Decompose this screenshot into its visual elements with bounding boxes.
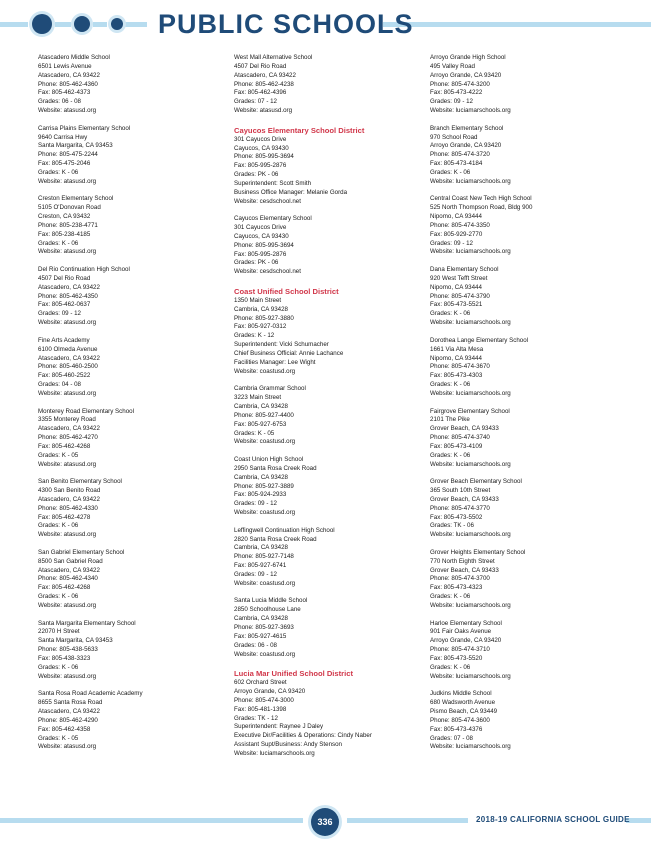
listing-detail: Grades: PK - 06	[234, 171, 279, 179]
listing-detail: 2820 Santa Rosa Creek Road	[234, 535, 317, 543]
listing-detail: Pismo Beach, CA 93449	[430, 708, 498, 716]
listing-detail: Website: coastusd.org	[234, 438, 296, 446]
listing-name: Del Rio Continuation High School	[38, 266, 130, 274]
listing-detail: Grades: K - 06	[38, 663, 79, 671]
school-listing	[430, 690, 620, 752]
listing-detail: Arroyo Grande, CA 93420	[430, 637, 502, 645]
listing-detail: Website: atasusd.org	[38, 107, 97, 115]
listing-detail: Fax: 805-462-4396	[234, 89, 287, 97]
listing-name: Arroyo Grande High School	[430, 54, 506, 61]
listing-detail: Phone: 805-474-3600	[430, 716, 490, 724]
school-listing	[430, 408, 620, 470]
listing-detail: Website: luciamarschools.org	[234, 749, 315, 757]
listing-detail: Grover Beach, CA 93433	[430, 566, 499, 574]
school-listing	[38, 620, 228, 682]
listing-detail: Fax: 805-473-4376	[430, 725, 483, 733]
listing-detail: Phone: 805-238-4771	[38, 221, 98, 229]
footer-rule-right	[347, 818, 468, 823]
listing-detail: Fax: 805-929-2770	[430, 230, 483, 238]
listing-detail: Phone: 805-927-3889	[234, 482, 294, 490]
listing-name: Dorothea Lange Elementary School	[430, 336, 529, 344]
listing-detail: Phone: 805-474-3740	[430, 434, 490, 442]
listing-name: Santa Rosa Road Academic Academy	[38, 690, 143, 698]
listing-name: Cayucos Elementary School	[234, 215, 312, 223]
school-listing	[234, 385, 424, 447]
listing-detail: Cambria, CA 93428	[234, 305, 288, 313]
listing-detail: 2101 The Pike	[430, 416, 470, 424]
school-listing	[234, 297, 424, 377]
listing-detail: 2950 Santa Rosa Creek Road	[234, 464, 317, 472]
listing-detail: Atascadero, CA 93422	[38, 283, 100, 291]
listing-detail: 8655 Santa Rosa Road	[38, 699, 103, 707]
listing-name: Atascadero Middle School	[38, 54, 110, 61]
listing-detail: Nipomo, CA 93444	[430, 354, 482, 362]
listing-detail: Website: atasusd.org	[38, 389, 97, 397]
listing-detail: Business Office Manager: Melanie Gorda	[234, 188, 348, 196]
listing-name: Santa Lucia Middle School	[234, 597, 308, 605]
listing-detail: Fax: 805-473-4184	[430, 160, 483, 168]
district-heading: Coast Unified School District	[234, 286, 339, 296]
listing-detail: Phone: 805-462-4238	[234, 80, 294, 88]
listing-detail: Cambria, CA 93428	[234, 403, 288, 411]
school-listing	[38, 337, 228, 399]
school-listing	[234, 679, 424, 759]
listing-detail: Grades: K - 05	[38, 451, 79, 459]
listing-detail: Website: luciamarschools.org	[430, 672, 511, 680]
listing-detail: Phone: 805-474-3350	[430, 221, 490, 229]
listing-detail: Website: luciamarschools.org	[430, 601, 511, 609]
listing-detail: Website: atasusd.org	[38, 248, 97, 256]
listing-detail: Chief Business Official: Annie Lachance	[234, 350, 344, 358]
page-title: PUBLIC SCHOOLS	[158, 9, 414, 39]
listing-detail: Grades: 09 - 12	[234, 500, 277, 508]
school-listing	[430, 195, 620, 257]
listing-detail: Grades: K - 06	[38, 239, 79, 247]
school-listing	[234, 136, 424, 207]
header-rule-mid	[55, 22, 71, 27]
school-listing	[430, 620, 620, 682]
listing-detail: Atascadero, CA 93422	[38, 495, 100, 503]
school-listing	[430, 54, 620, 116]
listing-name: Fine Arts Academy	[38, 336, 90, 344]
listing-detail: Website: atasusd.org	[38, 177, 97, 185]
listing-name: Coast Union High School	[234, 456, 304, 464]
listing-detail: Grades: TK - 12	[234, 714, 278, 722]
school-listing	[430, 266, 620, 328]
school-listing	[38, 549, 228, 611]
listing-detail: Cayucos, CA 93430	[234, 144, 289, 152]
listing-detail: Atascadero, CA 93422	[38, 71, 100, 79]
listing-detail: Grades: 09 - 12	[38, 310, 81, 318]
school-listing	[38, 478, 228, 540]
listing-detail: Fax: 805-462-4268	[38, 584, 91, 592]
listing-detail: Phone: 805-474-3000	[234, 696, 294, 704]
listing-detail: Arroyo Grande, CA 93420	[430, 71, 502, 79]
listing-detail: Atascadero, CA 93422	[38, 708, 100, 716]
listing-name: San Gabriel Elementary School	[38, 548, 125, 556]
listing-name: Carrisa Plains Elementary School	[38, 124, 131, 132]
page-number: 336	[311, 808, 339, 836]
page-footer	[0, 805, 651, 835]
listing-detail: Fax: 805-238-4185	[38, 230, 91, 238]
listing-detail: Website: atasusd.org	[38, 460, 97, 468]
listing-detail: Fax: 805-473-4222	[430, 89, 483, 97]
listing-detail: Phone: 805-474-3700	[430, 575, 490, 583]
listing-detail: Grades: TK - 06	[430, 522, 474, 530]
listing-detail: Phone: 805-474-3200	[430, 80, 490, 88]
listing-detail: Phone: 805-438-5633	[38, 646, 98, 654]
listing-name: Creston Elementary School	[38, 195, 114, 203]
listing-detail: Superintendent: Vicki Schumacher	[234, 341, 329, 349]
school-listing	[234, 456, 424, 518]
listing-detail: Grades: K - 06	[430, 451, 471, 459]
listing-detail: Website: coastusd.org	[234, 650, 296, 658]
listing-detail: Superintendent: Raynee J Daley	[234, 723, 324, 731]
listing-detail: Grades: K - 06	[430, 168, 471, 176]
listing-detail: Fax: 805-462-0637	[38, 301, 91, 309]
listing-detail: Phone: 805-475-2244	[38, 151, 98, 159]
listing-detail: Fax: 805-927-4615	[234, 632, 287, 640]
listing-detail: Grades: K - 06	[430, 593, 471, 601]
listing-detail: 920 West Tefft Street	[430, 274, 488, 282]
listing-name: San Benito Elementary School	[38, 478, 122, 486]
district-heading: Cayucos Elementary School District	[234, 125, 365, 135]
listing-name: Leffingwell Continuation High School	[234, 526, 335, 534]
listing-detail: Fax: 805-462-4278	[38, 513, 91, 521]
listing-detail: Cambria, CA 93428	[234, 615, 288, 623]
listing-detail: Atascadero, CA 93422	[38, 354, 100, 362]
listing-detail: 680 Wadsworth Avenue	[430, 699, 496, 707]
listing-detail: Grades: K - 06	[38, 168, 79, 176]
school-listing	[38, 125, 228, 187]
listing-detail: 365 South 10th Street	[430, 487, 491, 495]
listing-detail: 2850 Schoolhouse Lane	[234, 606, 301, 614]
listing-name: Branch Elementary School	[430, 124, 504, 132]
listing-detail: Grades: 06 - 08	[234, 641, 277, 649]
listing-detail: Website: luciamarschools.org	[430, 248, 511, 256]
listing-detail: Executive Dir/Facilities & Operations: Cindy Naber	[234, 732, 372, 740]
listing-detail: Grades: K - 06	[38, 593, 79, 601]
listing-detail: Website: luciamarschools.org	[430, 107, 511, 115]
listing-detail: Fax: 805-927-0312	[234, 323, 287, 331]
listing-detail: 4300 San Benito Road	[38, 487, 101, 495]
listing-detail: 3355 Monterey Road	[38, 416, 96, 424]
listing-detail: Fax: 805-481-1398	[234, 705, 287, 713]
listing-detail: Grades: PK - 06	[234, 259, 279, 267]
listing-detail: Grades: K - 06	[430, 663, 471, 671]
school-listing	[38, 54, 228, 116]
listing-detail: Grades: 09 - 12	[430, 239, 473, 247]
listing-name: Harloe Elementary School	[430, 619, 502, 627]
listing-detail: Phone: 805-462-4330	[38, 504, 98, 512]
listing-detail: Phone: 805-927-7148	[234, 553, 294, 561]
listing-detail: Phone: 805-927-3880	[234, 314, 294, 322]
listing-detail: Fax: 805-473-4323	[430, 584, 483, 592]
header-rule-right	[383, 22, 651, 27]
listing-detail: Website: luciamarschools.org	[430, 389, 511, 397]
listing-name: Monterey Road Elementary School	[38, 407, 134, 415]
listing-name: Santa Margarita Elementary School	[38, 619, 136, 627]
listing-detail: Atascadero, CA 93422	[38, 425, 100, 433]
listing-detail: Fax: 805-475-2046	[38, 160, 91, 168]
school-listing	[38, 266, 228, 328]
listing-detail: Atascadero, CA 93422	[38, 566, 100, 574]
listing-detail: Creston, CA 93432	[38, 213, 91, 221]
listing-detail: Fax: 805-438-3323	[38, 655, 91, 662]
listing-detail: 6100 Olmeda Avenue	[38, 345, 98, 353]
listing-detail: Phone: 805-927-3693	[234, 623, 294, 631]
listing-detail: Santa Margarita, CA 93453	[38, 637, 113, 645]
listing-detail: Superintendent: Scott Smith	[234, 179, 312, 187]
listing-detail: 5105 O'Donovan Road	[38, 204, 101, 212]
listing-detail: 8500 San Gabriel Road	[38, 557, 103, 565]
listing-detail: Grades: K - 06	[430, 310, 471, 318]
school-listing	[430, 478, 620, 540]
listing-detail: Grades: K - 06	[38, 522, 79, 530]
listing-detail: Fax: 805-473-4109	[430, 442, 483, 450]
listing-detail: Grades: 09 - 12	[234, 570, 277, 578]
listing-name: Dana Elementary School	[430, 266, 499, 274]
listing-detail: Arroyo Grande, CA 93420	[234, 688, 306, 695]
listing-detail: Fax: 805-462-4268	[38, 442, 91, 450]
listing-detail: Cambria, CA 93428	[234, 473, 288, 481]
header-dot-large	[32, 14, 52, 34]
header-rule-left	[0, 22, 28, 27]
listing-detail: Website: luciamarschools.org	[430, 531, 511, 539]
listing-detail: 525 North Thompson Road, Bldg 900	[430, 204, 533, 212]
school-listing	[234, 527, 424, 589]
listing-detail: Fax: 805-473-5521	[430, 301, 483, 309]
listing-detail: Grades: 07 - 08	[430, 734, 473, 742]
listing-detail: Grover Beach, CA 93433	[430, 495, 499, 503]
listing-detail: Grades: 07 - 12	[234, 98, 277, 106]
listing-detail: 901 Fair Oaks Avenue	[430, 628, 492, 636]
listing-detail: Cambria, CA 93428	[234, 544, 288, 552]
listing-name: 602 Orchard Street	[234, 679, 287, 687]
school-listing	[430, 125, 620, 187]
school-listing	[38, 195, 228, 257]
column-3	[430, 54, 620, 761]
listing-name: 301 Cayucos Drive	[234, 135, 287, 143]
listing-detail: Phone: 805-462-4360	[38, 80, 98, 88]
column-1	[38, 54, 228, 761]
listing-detail: Phone: 805-995-3694	[234, 153, 294, 161]
listing-detail: Grades: K - 05	[38, 734, 79, 742]
school-listing	[234, 54, 424, 116]
listing-detail: Cayucos, CA 93430	[234, 232, 289, 240]
header-dot-medium	[74, 16, 90, 32]
listing-detail: Phone: 805-474-3790	[430, 292, 490, 300]
listing-detail: Phone: 805-474-3770	[430, 504, 490, 512]
listing-detail: Website: coastusd.org	[234, 367, 296, 375]
listing-detail: Nipomo, CA 93444	[430, 283, 482, 291]
listing-detail: 6501 Lewis Avenue	[38, 62, 92, 70]
listing-detail: Website: luciamarschools.org	[430, 177, 511, 185]
listing-detail: Grades: K - 06	[430, 381, 471, 389]
listing-detail: 4507 Del Rio Road	[38, 274, 91, 282]
listing-detail: Website: atasusd.org	[38, 672, 97, 680]
footer-rule-left	[0, 818, 303, 823]
school-listing	[234, 215, 424, 277]
listing-detail: Website: coastusd.org	[234, 509, 296, 517]
listing-detail: 4507 Del Rio Road	[234, 62, 287, 70]
school-listing	[38, 408, 228, 470]
listing-detail: Santa Margarita, CA 93453	[38, 142, 113, 150]
listing-detail: Grades: K - 12	[234, 332, 275, 340]
listing-detail: Grades: 09 - 12	[430, 98, 473, 106]
listing-detail: Grades: K - 05	[234, 429, 275, 437]
header-rule-mid3	[125, 22, 147, 27]
listing-name: Grover Beach Elementary School	[430, 478, 522, 486]
page-header	[0, 0, 651, 48]
header-rule-mid2	[93, 22, 107, 27]
listing-detail: 301 Cayucos Drive	[234, 224, 287, 232]
listing-detail: 3223 Main Street	[234, 394, 282, 402]
listing-detail: Atascadero, CA 93422	[234, 71, 296, 79]
listing-detail: Website: coastusd.org	[234, 579, 296, 587]
listing-detail: Phone: 805-462-4350	[38, 292, 98, 300]
listing-detail: Fax: 805-473-5502	[430, 513, 483, 521]
listing-detail: Grades: 04 - 08	[38, 381, 81, 389]
guide-title: 2018-19 CALIFORNIA SCHOOL GUIDE	[476, 815, 630, 824]
district-heading: Lucia Mar Unified School District	[234, 669, 353, 679]
listing-detail: Website: luciamarschools.org	[430, 743, 511, 751]
listing-detail: Fax: 805-995-2876	[234, 250, 287, 258]
listing-detail: Website: atasusd.org	[234, 107, 293, 115]
listing-name: Judkins Middle School	[430, 690, 492, 698]
listing-name: West Mall Alternative School	[234, 54, 313, 61]
listing-detail: 9640 Carrisa Hwy	[38, 133, 88, 141]
listing-name: Fairgrove Elementary School	[430, 407, 510, 415]
listing-detail: Website: atasusd.org	[38, 601, 97, 609]
listing-detail: 1661 Via Alta Mesa	[430, 345, 484, 353]
listing-detail: Facilities Manager: Lee Wight	[234, 358, 316, 366]
listing-detail: Fax: 805-927-6753	[234, 420, 287, 428]
listing-detail: Phone: 805-460-2500	[38, 363, 98, 371]
listing-detail: Assistant Supt/Business: Andy Stenson	[234, 741, 342, 749]
listing-detail: Website: luciamarschools.org	[430, 460, 511, 468]
listing-detail: Fax: 805-473-4303	[430, 372, 483, 380]
listing-detail: Fax: 805-473-5520	[430, 655, 483, 662]
school-listing	[38, 690, 228, 752]
listing-detail: Grover Beach, CA 93433	[430, 425, 499, 433]
listing-detail: Nipomo, CA 93444	[430, 213, 482, 221]
listing-name: Grover Heights Elementary School	[430, 548, 526, 556]
listing-detail: Website: atasusd.org	[38, 531, 97, 539]
listing-name: Central Coast New Tech High School	[430, 195, 532, 203]
listing-detail: Phone: 805-474-3720	[430, 151, 490, 159]
header-dot-small	[111, 18, 123, 30]
school-listing	[430, 337, 620, 399]
listing-detail: Fax: 805-462-4373	[38, 89, 91, 97]
listing-name: Cambria Grammar School	[234, 385, 306, 393]
listing-detail: Website: cesdschool.net	[234, 197, 301, 205]
listing-detail: Fax: 805-924-2933	[234, 491, 287, 499]
listing-detail: Phone: 805-995-3694	[234, 241, 294, 249]
listing-detail: Phone: 805-462-4290	[38, 716, 98, 724]
column-2	[234, 54, 424, 768]
listing-detail: 495 Valley Road	[430, 62, 475, 70]
listing-detail: Fax: 805-460-2522	[38, 372, 91, 380]
listing-detail: Website: cesdschool.net	[234, 268, 301, 276]
listing-detail: Website: atasusd.org	[38, 319, 97, 327]
listing-detail: Fax: 805-927-6741	[234, 562, 287, 570]
listing-detail: Grades: 06 - 08	[38, 98, 81, 106]
listing-detail: Website: luciamarschools.org	[430, 319, 511, 327]
listing-detail: Website: atasusd.org	[38, 743, 97, 751]
school-listing	[430, 549, 620, 611]
listing-detail: Arroyo Grande, CA 93420	[430, 142, 502, 150]
listing-detail: Phone: 805-927-4400	[234, 411, 294, 419]
listing-detail: 22070 H Street	[38, 628, 80, 636]
listing-detail: Phone: 805-474-3670	[430, 363, 490, 371]
listing-detail: Phone: 805-462-4340	[38, 575, 98, 583]
listing-detail: Fax: 805-995-2876	[234, 162, 287, 170]
listing-detail: 770 North Eighth Street	[430, 557, 495, 565]
listing-detail: Phone: 805-474-3710	[430, 646, 490, 654]
listing-detail: Fax: 805-462-4358	[38, 725, 91, 733]
school-listing	[234, 597, 424, 659]
listing-detail: 970 School Road	[430, 133, 478, 141]
listing-name: 1350 Main Street	[234, 296, 282, 304]
listing-detail: Phone: 805-462-4270	[38, 434, 98, 442]
